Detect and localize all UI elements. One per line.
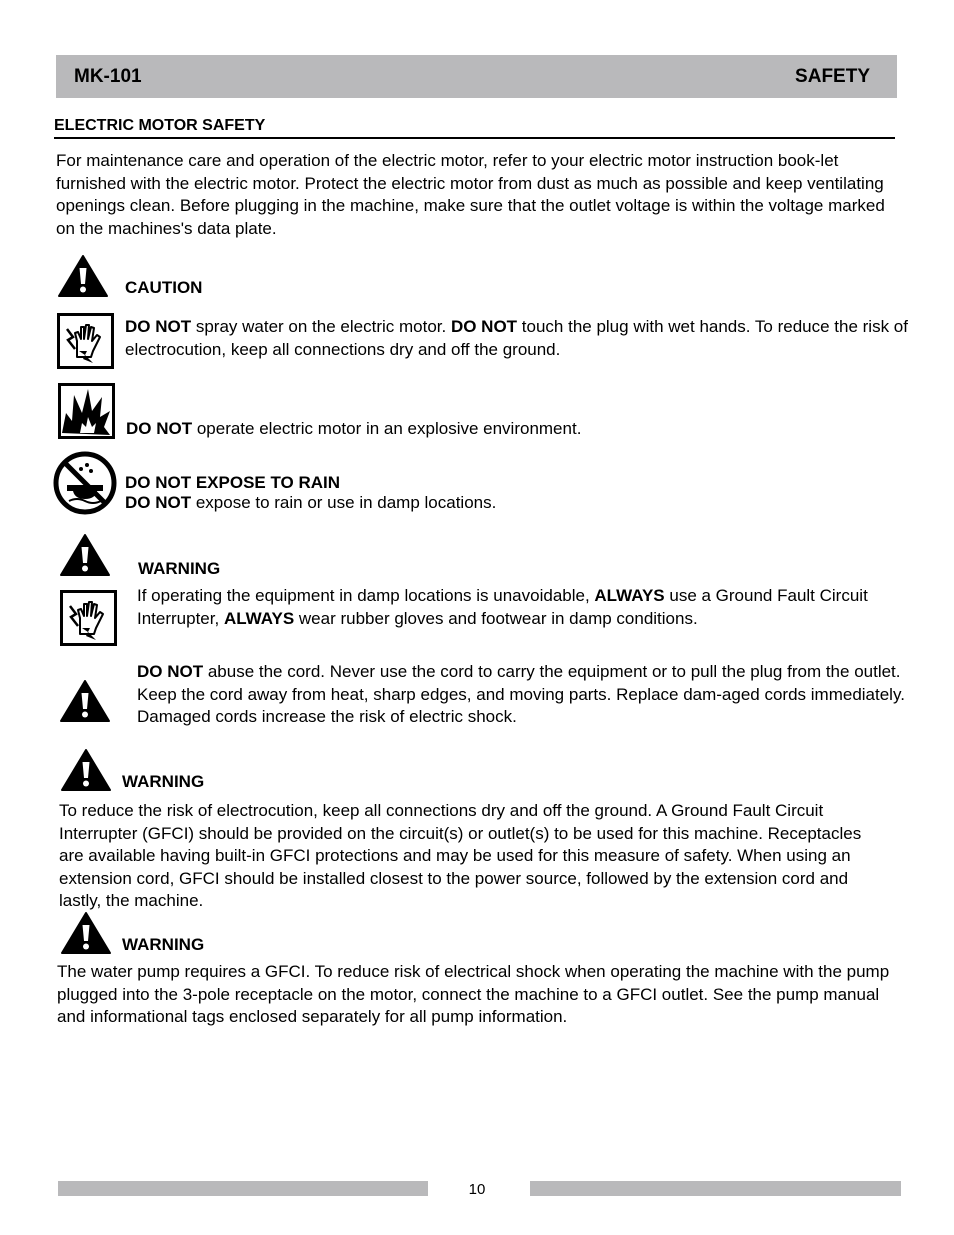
warning-label: WARNING [138, 559, 221, 578]
warning-1-item-1-text: If operating the equipment in damp locations is unavoidable, [137, 586, 595, 605]
warning-triangle-icon [60, 911, 112, 955]
section-divider [54, 137, 895, 139]
electric-shock-hand-icon [60, 590, 117, 646]
warning-1-item-1-text: use a Ground Fault Circuit Interrupter, [137, 586, 868, 628]
do-not-emphasis: DO NOT [126, 419, 193, 438]
caution-item-2-text: operate electric motor in an explosive environment. [192, 419, 582, 438]
caution-item-2 [126, 418, 906, 441]
warning-triangle-icon [59, 679, 111, 723]
warning-label: WARNING [122, 772, 205, 791]
always-emphasis: ALWAYS [594, 586, 665, 605]
caution-item-3 [125, 492, 905, 515]
page-number: 10 [468, 1181, 486, 1198]
caution-item-1-text: spray water on the electric motor. [191, 317, 451, 336]
warning-1-item-1 [137, 585, 907, 630]
warning-triangle-icon [57, 254, 109, 298]
do-not-emphasis: DO NOT [125, 317, 192, 336]
caution-label: CAUTION [125, 278, 203, 297]
no-rain-heading: DO NOT EXPOSE TO RAIN [125, 473, 341, 492]
warning-1-item-1-text: wear rubber gloves and footwear in damp conditions. [294, 608, 698, 628]
section-name: SAFETY [795, 66, 870, 87]
caution-item-1 [125, 316, 915, 361]
no-rain-icon [53, 451, 117, 515]
do-not-emphasis: DO NOT [125, 493, 192, 512]
section-title: ELECTRIC MOTOR SAFETY [54, 117, 266, 134]
warning-3-paragraph: The water pump requires a GFCI. To reduce risk of electrical shock when operating the machine with the pump plugged into the 3-pole receptacle on the motor, connect the machine to a GFCI outlet. See the pump manual and informational tags enclosed separately for all pump information. [57, 962, 890, 1026]
electric-shock-hand-icon [57, 313, 114, 369]
warning-2-paragraph: To reduce the risk of electrocution, keep all connections dry and off the ground. A Ground Fault Circuit Interrupter (GFCI) should be provided on the circuit(s) or outlet(s) to be used for this machine. Receptacles are available having built-in GFCI protections and may be used for this measure of safety. When using an extension cord, GFCI should be installed closest to the power source, followed by the extension cord and lastly, the machine. [59, 801, 862, 910]
warning-1-item-2-text: abuse the cord. Never use the cord to carry the equipment or to pull the plug from the outlet. Keep the cord away from heat, sharp edges, and moving parts. Replace dam-aged cords immediately. Damaged cords increase the risk of electric shock. [137, 662, 905, 726]
intro-paragraph: For maintenance care and operation of the electric motor, refer to your electric motor instruction book-let furnished with the electric motor. Protect the electric motor from dust as much as possible and keep ventilating openings clean. Before plugging in the machine, make sure that the outlet voltage is within the voltage marked on the machines's data plate. [56, 151, 885, 238]
model-number: MK-101 [74, 66, 142, 87]
caution-item-1-text: touch the plug with wet hands. To reduce the risk of electrocution, keep all connections dry and off the ground. [125, 317, 908, 359]
always-emphasis: ALWAYS [223, 608, 295, 628]
caution-item-3-text: expose to rain or use in damp locations. [191, 493, 497, 512]
header-bar [56, 55, 897, 98]
explosion-icon [58, 383, 115, 439]
warning-1-item-2 [137, 661, 907, 729]
do-not-emphasis: DO NOT [450, 317, 518, 336]
warning-triangle-icon [60, 748, 112, 792]
warning-label: WARNING [122, 935, 205, 954]
do-not-emphasis: DO NOT [137, 662, 204, 681]
warning-triangle-icon [59, 533, 111, 577]
